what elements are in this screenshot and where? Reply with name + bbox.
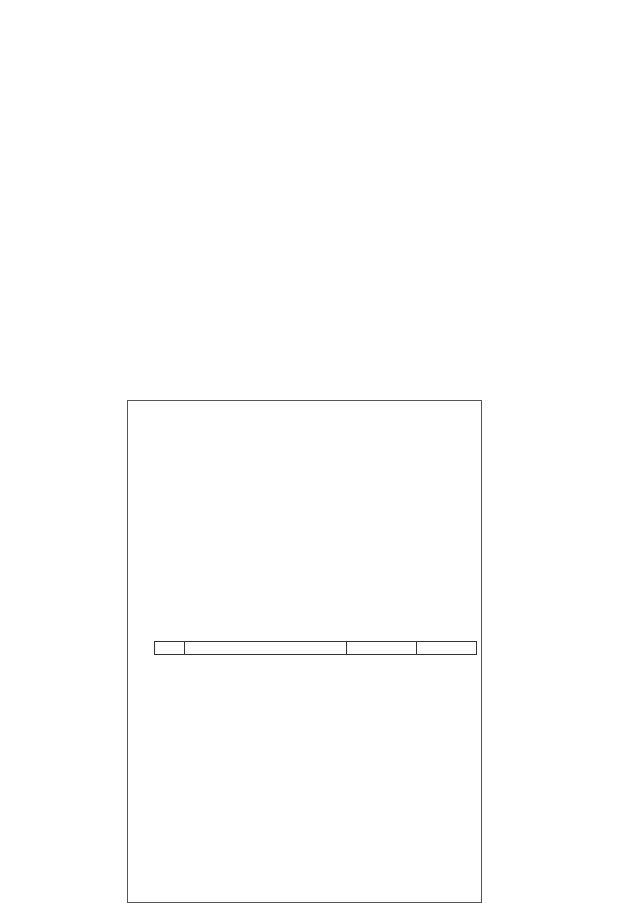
header-event	[184, 642, 346, 655]
header-date	[346, 642, 416, 655]
document-image	[127, 400, 482, 903]
events-table	[154, 641, 477, 655]
table-header-row	[155, 642, 477, 655]
header-place	[416, 642, 476, 655]
header-no	[155, 642, 185, 655]
